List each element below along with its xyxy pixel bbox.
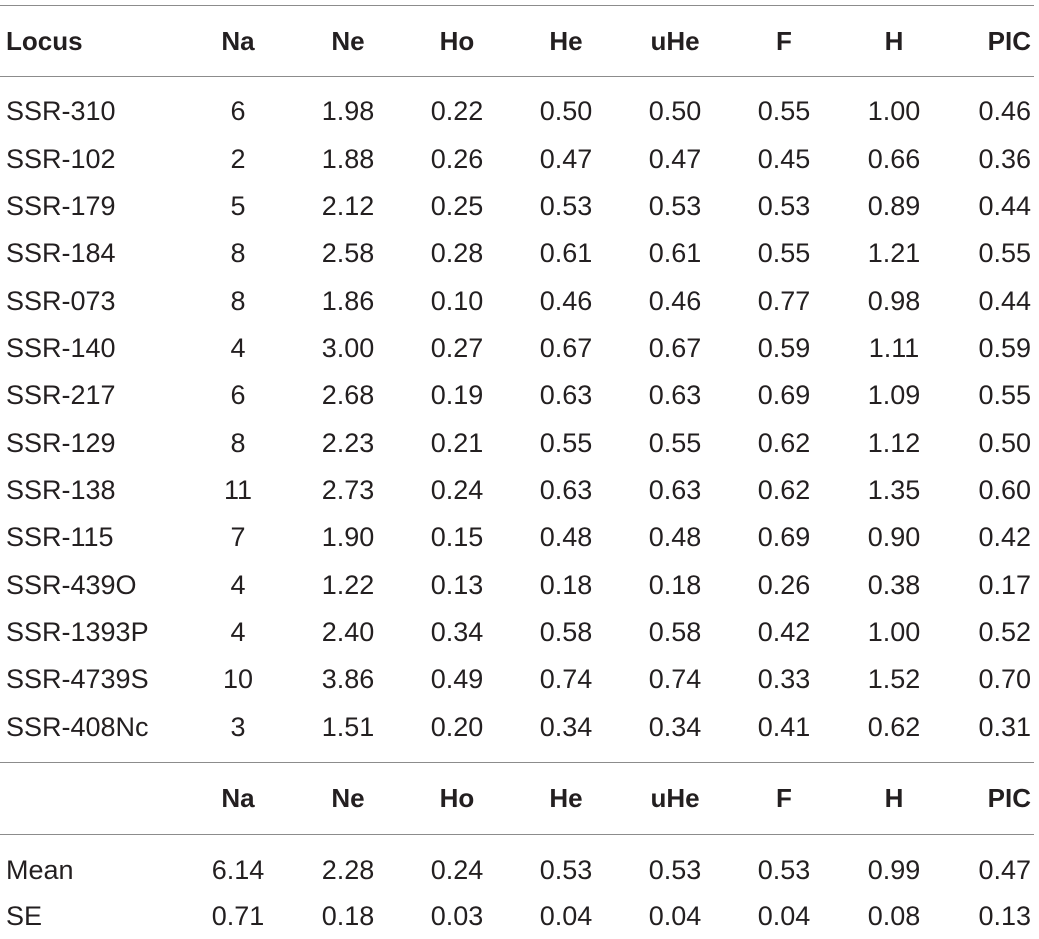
f-cell: 0.77 [757,286,811,316]
h-cell: 1.00 [867,96,921,126]
he-cell: 0.67 [539,333,593,363]
header-cell: He [549,26,583,56]
locus-cell: SSR-217 [6,380,116,410]
uhe-cell: 0.61 [648,238,702,268]
na-cell: 10 [222,664,254,694]
uhe-cell: 0.55 [648,428,702,458]
h-cell: 0.99 [867,855,921,885]
uhe-cell: 0.53 [648,191,702,221]
ho-cell: 0.24 [430,475,484,505]
na-cell: 6.14 [211,855,265,885]
table-row [0,704,1039,750]
h-cell: 1.11 [868,333,920,363]
ne-cell: 3.86 [321,664,375,694]
na-cell: 0.71 [211,901,265,931]
ne-cell: 1.86 [321,286,375,316]
ho-cell: 0.20 [430,712,484,742]
uhe-cell: 0.04 [648,901,702,931]
na-cell: 7 [230,522,246,552]
header-cell: H [884,26,904,56]
uhe-cell: 0.46 [648,286,702,316]
summary-row-mean [0,847,1039,893]
locus-cell: SSR-179 [6,191,116,221]
summary-label: Mean [6,855,74,885]
na-cell: 8 [230,428,246,458]
na-cell: 8 [230,238,246,268]
table-top-rule [0,5,1034,6]
h-cell: 0.66 [867,144,921,174]
locus-cell: SSR-4739S [6,664,149,694]
he-cell: 0.04 [539,901,593,931]
header-cell: He [549,783,583,813]
h-cell: 0.98 [867,286,921,316]
header-cell: F [776,783,792,813]
table-row [0,136,1039,182]
ho-cell: 0.26 [430,144,484,174]
header-row [0,18,1039,64]
pic-cell: 0.60 [978,475,1031,505]
pic-cell: 0.47 [978,855,1031,885]
table-row [0,278,1039,324]
uhe-cell: 0.53 [648,855,702,885]
ho-cell: 0.25 [430,191,484,221]
he-cell: 0.18 [539,570,593,600]
h-cell: 1.35 [867,475,921,505]
h-cell: 0.90 [867,522,921,552]
header-cell: Ho [439,783,475,813]
pic-cell: 0.59 [978,333,1031,363]
h-cell: 0.08 [867,901,921,931]
na-cell: 3 [230,712,246,742]
he-cell: 0.55 [539,428,593,458]
pic-cell: 0.55 [978,238,1031,268]
h-cell: 0.38 [867,570,921,600]
table-row [0,562,1039,608]
pic-cell: 0.52 [978,617,1031,647]
uhe-cell: 0.63 [648,380,702,410]
he-cell: 0.46 [539,286,593,316]
ne-cell: 0.18 [321,901,375,931]
locus-cell: SSR-310 [6,96,116,126]
locus-cell: SSR-408Nc [6,712,149,742]
ne-cell: 2.73 [321,475,375,505]
header-cell: Na [221,26,255,56]
header-cell: Na [221,783,255,813]
h-cell: 0.89 [867,191,921,221]
pic-cell: 0.46 [978,96,1031,126]
na-cell: 11 [223,475,253,505]
na-cell: 4 [230,570,246,600]
f-cell: 0.45 [757,144,811,174]
na-cell: 2 [230,144,246,174]
pic-cell: 0.55 [978,380,1031,410]
ne-cell: 2.23 [321,428,375,458]
table-row [0,420,1039,466]
locus-cell: SSR-439O [6,570,137,600]
pic-cell: 0.70 [978,664,1031,694]
ho-cell: 0.27 [430,333,484,363]
he-cell: 0.58 [539,617,593,647]
table-row [0,372,1039,418]
uhe-cell: 0.18 [648,570,702,600]
header-cell: PIC [987,783,1031,813]
he-cell: 0.61 [539,238,593,268]
locus-cell: SSR-138 [6,475,116,505]
pic-cell: 0.17 [978,570,1031,600]
header-cell: uHe [650,783,700,813]
na-cell: 8 [230,286,246,316]
summary-top-rule [0,762,1034,763]
uhe-cell: 0.50 [648,96,702,126]
locus-cell: SSR-073 [6,286,116,316]
ho-cell: 0.15 [430,522,484,552]
f-cell: 0.69 [757,380,811,410]
pic-cell: 0.31 [978,712,1031,742]
ne-cell: 1.51 [321,712,375,742]
uhe-cell: 0.48 [648,522,702,552]
pic-cell: 0.13 [978,901,1031,931]
table-row [0,609,1039,655]
ne-cell: 1.98 [321,96,375,126]
pic-cell: 0.44 [978,286,1031,316]
ne-cell: 2.28 [321,855,375,885]
uhe-cell: 0.74 [648,664,702,694]
ho-cell: 0.10 [430,286,484,316]
na-cell: 5 [230,191,246,221]
table-row [0,88,1039,134]
table-row [0,325,1039,371]
ne-cell: 2.58 [321,238,375,268]
na-cell: 4 [230,617,246,647]
ho-cell: 0.28 [430,238,484,268]
ne-cell: 2.40 [321,617,375,647]
f-cell: 0.55 [757,96,811,126]
header-cell: Locus [6,26,83,56]
he-cell: 0.74 [539,664,593,694]
table-row [0,183,1039,229]
ho-cell: 0.19 [430,380,484,410]
h-cell: 1.09 [867,380,921,410]
summary-header-row [0,775,1039,821]
table-row [0,467,1039,513]
f-cell: 0.62 [757,475,811,505]
f-cell: 0.26 [757,570,811,600]
header-cell: Ne [331,783,365,813]
ho-cell: 0.24 [430,855,484,885]
he-cell: 0.53 [539,855,593,885]
f-cell: 0.41 [757,712,811,742]
f-cell: 0.42 [757,617,811,647]
uhe-cell: 0.63 [648,475,702,505]
table-row [0,656,1039,702]
ho-cell: 0.34 [430,617,484,647]
header-cell: Ne [331,26,365,56]
locus-cell: SSR-102 [6,144,116,174]
ho-cell: 0.49 [430,664,484,694]
he-cell: 0.47 [539,144,593,174]
h-cell: 0.62 [867,712,921,742]
f-cell: 0.59 [757,333,811,363]
locus-cell: SSR-184 [6,238,116,268]
ne-cell: 1.22 [321,570,375,600]
f-cell: 0.53 [757,855,811,885]
h-cell: 1.21 [867,238,921,268]
ho-cell: 0.13 [430,570,484,600]
locus-cell: SSR-129 [6,428,116,458]
locus-cell: SSR-115 [6,522,114,552]
uhe-cell: 0.34 [648,712,702,742]
uhe-cell: 0.67 [648,333,702,363]
locus-cell: SSR-140 [6,333,116,363]
na-cell: 4 [230,333,246,363]
pic-cell: 0.44 [978,191,1031,221]
he-cell: 0.53 [539,191,593,221]
pic-cell: 0.42 [978,522,1031,552]
f-cell: 0.62 [757,428,811,458]
f-cell: 0.04 [757,901,811,931]
header-cell: F [776,26,792,56]
he-cell: 0.63 [539,475,593,505]
pic-cell: 0.50 [978,428,1031,458]
ne-cell: 2.68 [321,380,375,410]
summary-header-bottom-rule [0,834,1034,835]
f-cell: 0.69 [757,522,811,552]
ne-cell: 2.12 [321,191,375,221]
header-cell: PIC [987,26,1031,56]
ne-cell: 1.88 [321,144,375,174]
h-cell: 1.52 [867,664,921,694]
header-bottom-rule [0,76,1034,77]
he-cell: 0.48 [539,522,593,552]
locus-cell: SSR-1393P [6,617,149,647]
na-cell: 6 [230,380,246,410]
uhe-cell: 0.58 [648,617,702,647]
he-cell: 0.63 [539,380,593,410]
summary-row-se [0,893,1039,939]
ho-cell: 0.22 [430,96,484,126]
header-cell: Ho [439,26,475,56]
table-row [0,230,1039,276]
he-cell: 0.34 [539,712,593,742]
summary-label: SE [6,901,43,931]
na-cell: 6 [230,96,246,126]
h-cell: 1.00 [867,617,921,647]
header-cell: uHe [650,26,700,56]
table-row [0,514,1039,560]
ne-cell: 3.00 [321,333,375,363]
h-cell: 1.12 [867,428,921,458]
header-cell: H [884,783,904,813]
ne-cell: 1.90 [321,522,375,552]
ho-cell: 0.21 [430,428,484,458]
f-cell: 0.33 [757,664,811,694]
uhe-cell: 0.47 [648,144,702,174]
he-cell: 0.50 [539,96,593,126]
pic-cell: 0.36 [978,144,1031,174]
ho-cell: 0.03 [430,901,484,931]
f-cell: 0.55 [757,238,811,268]
f-cell: 0.53 [757,191,811,221]
